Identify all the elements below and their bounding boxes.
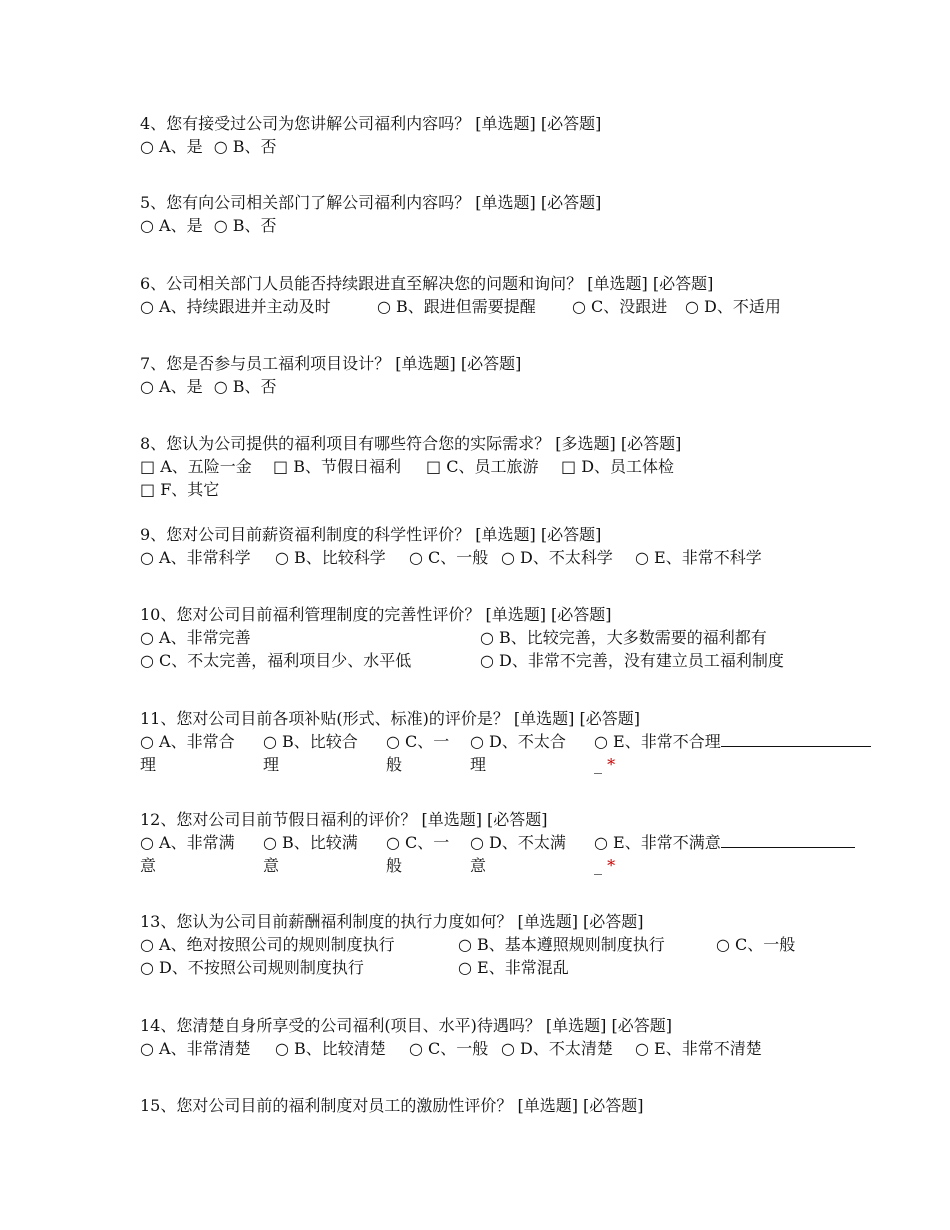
q11-option-b[interactable]: ○ B、比较合理 bbox=[263, 732, 358, 774]
q5-option-b[interactable]: ○ B、否 bbox=[213, 216, 277, 235]
q11-other-input[interactable] bbox=[721, 730, 871, 747]
q13-option-c[interactable]: ○ C、一般 bbox=[716, 935, 796, 954]
q11-option-c[interactable]: ○ C、一般 bbox=[386, 732, 450, 774]
question-7-title: 7、您是否参与员工福利项目设计？ [单选题] [必答题] bbox=[140, 354, 522, 373]
q9-option-d[interactable]: ○ D、不太科学 bbox=[501, 548, 613, 567]
q6-option-c[interactable]: ○ C、没跟进 bbox=[572, 297, 668, 316]
q6-option-a[interactable]: ○ A、持续跟进并主动及时 bbox=[140, 297, 331, 316]
q6-option-d[interactable]: ○ D、不适用 bbox=[685, 297, 781, 316]
q14-option-b[interactable]: ○ B、比较清楚 bbox=[275, 1039, 386, 1058]
q14-option-d[interactable]: ○ D、不太清楚 bbox=[501, 1039, 613, 1058]
question-5-title: 5、您有向公司相关部门了解公司福利内容吗？ [单选题] [必答题] bbox=[140, 193, 602, 212]
q10-option-b[interactable]: ○ B、比较完善，大多数需要的福利都有 bbox=[480, 628, 767, 647]
q4-option-b[interactable]: ○ B、否 bbox=[213, 137, 277, 156]
question-12-title: 12、您对公司目前节假日福利的评价？ [单选题] [必答题] bbox=[140, 810, 548, 829]
q8-option-b[interactable]: □ B、节假日福利 bbox=[273, 457, 401, 476]
q13-option-d[interactable]: ○ D、不按照公司规则制度执行 bbox=[140, 958, 364, 977]
question-13-title: 13、您认为公司目前薪酬福利制度的执行力度如何？ [单选题] [必答题] bbox=[140, 912, 644, 931]
q8-option-a[interactable]: □ A、五险一金 bbox=[140, 457, 252, 476]
question-13 bbox=[140, 910, 796, 979]
question-10 bbox=[140, 603, 784, 672]
q14-option-a[interactable]: ○ A、非常清楚 bbox=[140, 1039, 251, 1058]
q4-option-a[interactable]: ○ A、是 bbox=[140, 137, 203, 156]
question-4 bbox=[140, 112, 601, 158]
q8-option-c[interactable]: □ C、员工旅游 bbox=[426, 457, 539, 476]
q12-option-b[interactable]: ○ B、比较满意 bbox=[263, 833, 358, 875]
q11-option-d[interactable]: ○ D、不太合理 bbox=[470, 732, 566, 774]
q11-blank-tail: _ bbox=[594, 755, 602, 774]
question-15 bbox=[140, 1094, 644, 1117]
q11-option-e: ○ E、非常不合理 bbox=[594, 732, 721, 751]
required-star: * bbox=[607, 755, 616, 774]
question-11 bbox=[140, 707, 721, 776]
q7-option-b[interactable]: ○ B、否 bbox=[213, 377, 277, 396]
q8-option-d[interactable]: □ D、员工体检 bbox=[561, 457, 675, 476]
q12-option-d[interactable]: ○ D、不太满意 bbox=[470, 833, 566, 875]
q13-option-e[interactable]: ○ E、非常混乱 bbox=[458, 958, 569, 977]
q11-option-a[interactable]: ○ A、非常合理 bbox=[140, 732, 235, 774]
question-9 bbox=[140, 523, 762, 569]
question-14 bbox=[140, 1014, 762, 1060]
q10-option-d[interactable]: ○ D、非常不完善，没有建立员工福利制度 bbox=[480, 651, 784, 670]
question-9-title: 9、您对公司目前薪资福利制度的科学性评价？ [单选题] [必答题] bbox=[140, 525, 602, 544]
q11-option-e-other[interactable] bbox=[594, 730, 894, 776]
q12-option-e: ○ E、非常不满意 bbox=[594, 833, 721, 852]
q14-option-e[interactable]: ○ E、非常不清楚 bbox=[635, 1039, 762, 1058]
q13-option-a[interactable]: ○ A、绝对按照公司的规则制度执行 bbox=[140, 935, 395, 954]
q9-option-b[interactable]: ○ B、比较科学 bbox=[275, 548, 386, 567]
q5-option-a[interactable]: ○ A、是 bbox=[140, 216, 203, 235]
q6-option-b[interactable]: ○ B、跟进但需要提醒 bbox=[377, 297, 536, 316]
q9-option-e[interactable]: ○ E、非常不科学 bbox=[635, 548, 762, 567]
required-star: * bbox=[607, 856, 616, 875]
q7-option-a[interactable]: ○ A、是 bbox=[140, 377, 203, 396]
question-7 bbox=[140, 352, 521, 398]
question-15-title: 15、您对公司目前的福利制度对员工的激励性评价？ [单选题] [必答题] bbox=[140, 1096, 644, 1115]
q10-option-a[interactable]: ○ A、非常完善 bbox=[140, 628, 251, 647]
q14-option-c[interactable]: ○ C、一般 bbox=[409, 1039, 489, 1058]
question-11-title: 11、您对公司目前各项补贴(形式、标准)的评价是？ [单选题] [必答题] bbox=[140, 709, 640, 728]
q12-blank-tail: _ bbox=[594, 856, 602, 875]
q12-option-c[interactable]: ○ C、一般 bbox=[386, 833, 450, 875]
q12-other-input[interactable] bbox=[721, 831, 855, 848]
question-5 bbox=[140, 191, 601, 237]
question-8 bbox=[140, 432, 681, 501]
q12-option-a[interactable]: ○ A、非常满意 bbox=[140, 833, 235, 875]
q13-option-b[interactable]: ○ B、基本遵照规则制度执行 bbox=[458, 935, 665, 954]
question-8-title: 8、您认为公司提供的福利项目有哪些符合您的实际需求？ [多选题] [必答题] bbox=[140, 434, 682, 453]
question-6 bbox=[140, 272, 781, 318]
question-12 bbox=[140, 808, 721, 877]
question-14-title: 14、您清楚自身所享受的公司福利(项目、水平)待遇吗？ [单选题] [必答题] bbox=[140, 1016, 672, 1035]
q9-option-a[interactable]: ○ A、非常科学 bbox=[140, 548, 251, 567]
q9-option-c[interactable]: ○ C、一般 bbox=[409, 548, 489, 567]
question-10-title: 10、您对公司目前福利管理制度的完善性评价？ [单选题] [必答题] bbox=[140, 605, 612, 624]
question-6-title: 6、公司相关部门人员能否持续跟进直至解决您的问题和询问？ [单选题] [必答题] bbox=[140, 274, 714, 293]
question-4-title: 4、您有接受过公司为您讲解公司福利内容吗？ [单选题] [必答题] bbox=[140, 114, 602, 133]
q8-option-f[interactable]: □ F、其它 bbox=[140, 480, 220, 499]
q10-option-c[interactable]: ○ C、不太完善，福利项目少、水平低 bbox=[140, 651, 412, 670]
q12-option-e-other[interactable] bbox=[594, 831, 894, 877]
